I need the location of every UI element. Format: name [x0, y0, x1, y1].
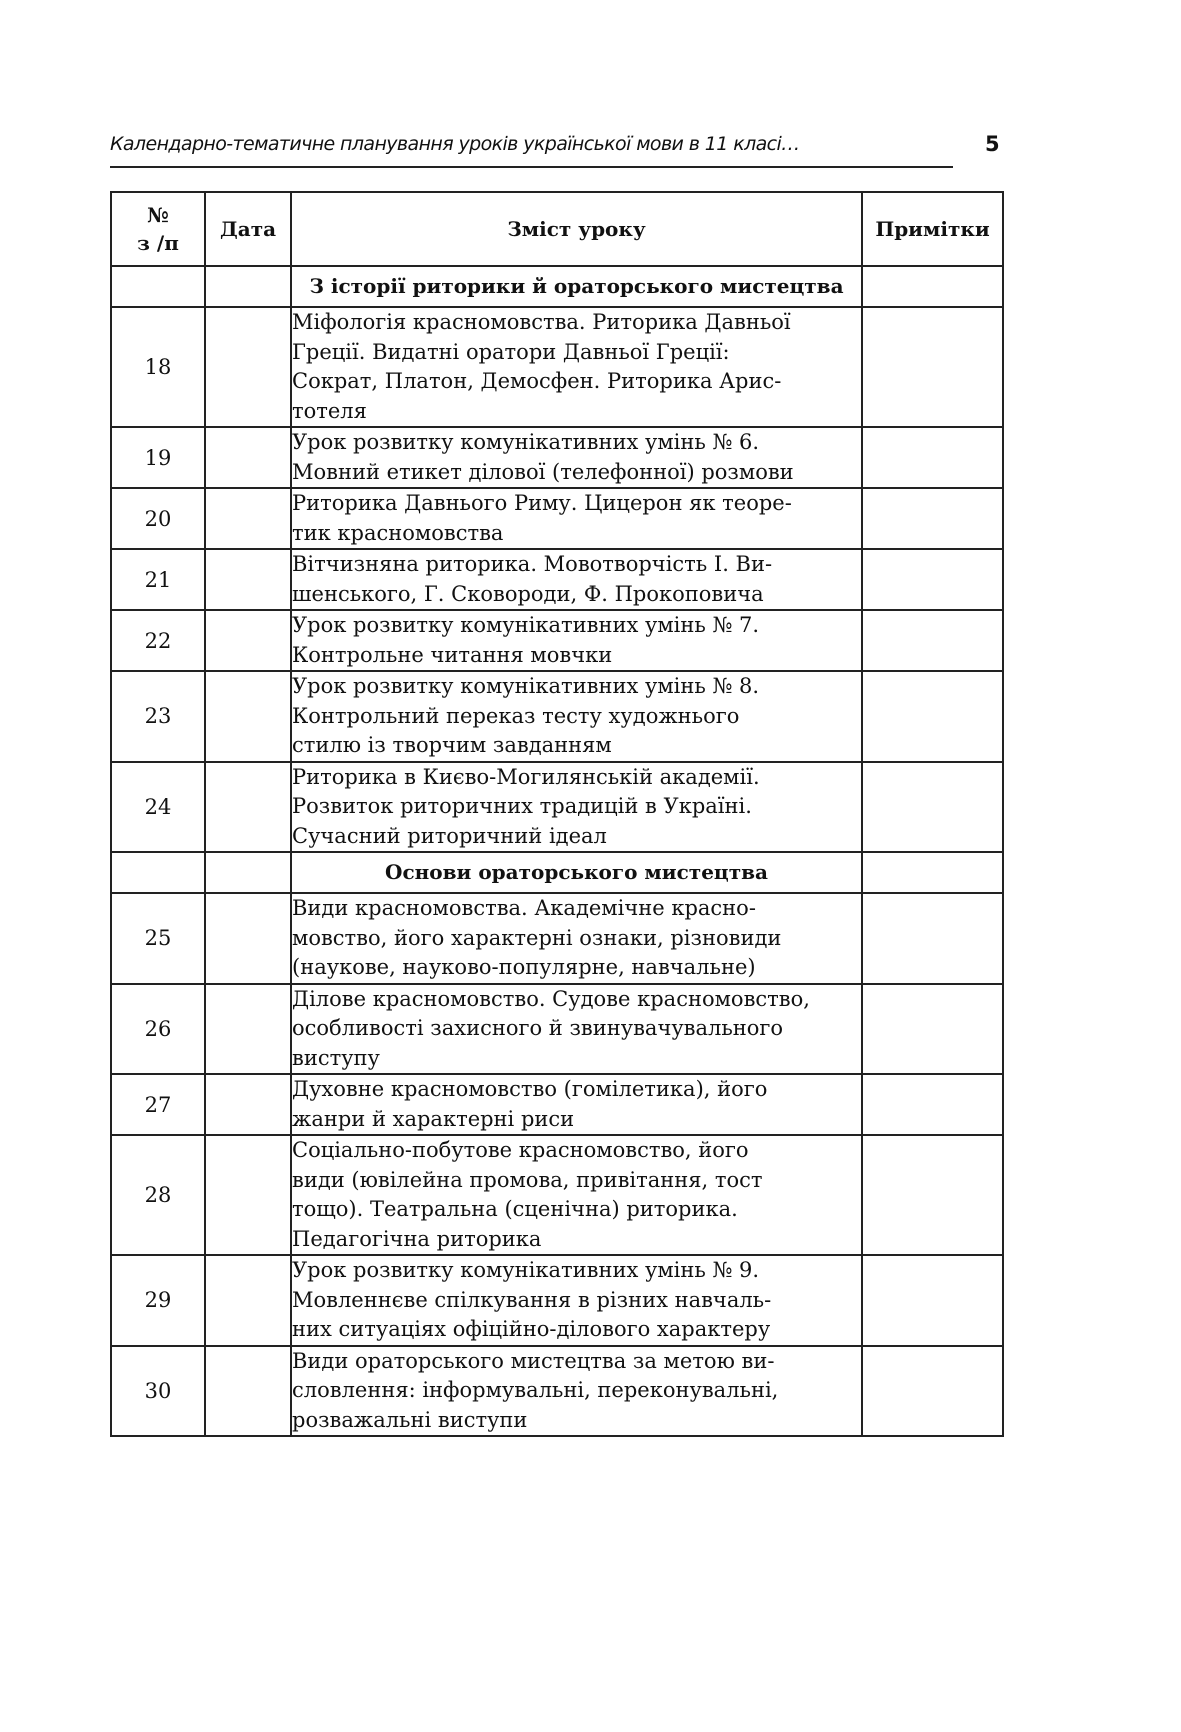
- lesson-topic-line: жанри й характерні риси: [292, 1106, 575, 1131]
- lesson-topic: [291, 1074, 862, 1135]
- table-row: [111, 671, 1003, 762]
- lesson-topic-line: Урок розвитку комунікативних умінь № 6.: [292, 430, 760, 454]
- lesson-date-cell: [205, 893, 291, 984]
- lesson-date-cell: [205, 488, 291, 549]
- lesson-topic-line: Урок розвитку комунікативних умінь № 9.: [292, 1258, 760, 1282]
- lesson-topic-line: Мовний етикет ділової (телефонної) розмови: [292, 459, 794, 484]
- lesson-topic-line: словлення: інформувальні, переконувальні,: [292, 1378, 779, 1402]
- lesson-topic-line: Розвиток риторичних традицій в Україні.: [292, 794, 752, 818]
- lesson-topic-line: Греції. Видатні оратори Давньої Греції:: [292, 339, 730, 364]
- lesson-topic-line: Мовленнєве спілкування в різних навчаль-: [292, 1287, 772, 1312]
- lesson-topic-line: Духовне красномовство (гомілетика), його: [292, 1077, 768, 1101]
- section-number-cell: [111, 852, 205, 893]
- lesson-number: 28: [111, 1135, 205, 1255]
- lesson-topic-line: види (ювілейна промова, привітання, тост: [292, 1167, 763, 1192]
- column-header-number-line1: №: [147, 203, 169, 227]
- lesson-topic-line: Сучасний риторичний ідеал: [292, 823, 607, 848]
- lesson-topic-line: розважальні виступи: [292, 1407, 528, 1432]
- lesson-notes-cell: [862, 610, 1003, 671]
- lesson-topic-line: Риторика Давнього Риму. Цицерон як теоре-: [292, 491, 792, 515]
- lesson-number: 30: [111, 1346, 205, 1437]
- lesson-topic-line: особливості захисного й звинувачувального: [292, 1016, 784, 1040]
- table-row: [111, 307, 1003, 427]
- section-number-cell: [111, 266, 205, 307]
- lesson-topic-line: Види ораторського мистецтва за метою ви-: [292, 1348, 775, 1373]
- lesson-topic-line: Ділове красномовство. Судове красномовство,: [292, 986, 810, 1011]
- lesson-topic-line: шенського, Г. Сковороди, Ф. Прокоповича: [292, 581, 764, 606]
- lesson-topic: [291, 762, 862, 853]
- lesson-topic-line: Соціально-побутове красномовство, його: [292, 1138, 749, 1162]
- table-row: [111, 1135, 1003, 1255]
- lesson-notes-cell: [862, 1346, 1003, 1437]
- lesson-number: 29: [111, 1255, 205, 1346]
- lesson-topic-line: тощо). Театральна (сценічна) риторика.: [292, 1197, 738, 1221]
- lesson-topic-line: (наукове, науково-популярне, навчальне): [292, 955, 756, 979]
- lesson-topic-line: виступу: [292, 1045, 380, 1070]
- running-title: Календарно-тематичне планування уроків української мови в 11 класі…: [110, 133, 800, 155]
- lesson-topic: [291, 427, 862, 488]
- lesson-topic: [291, 1346, 862, 1437]
- lesson-topic-line: тик красномовства: [292, 520, 504, 545]
- table-row: [111, 1346, 1003, 1437]
- lesson-number: 21: [111, 549, 205, 610]
- lesson-notes-cell: [862, 307, 1003, 427]
- lesson-date-cell: [205, 671, 291, 762]
- lesson-topic-line: Контрольне читання мовчки: [292, 642, 613, 667]
- column-header-date: Дата: [205, 192, 291, 266]
- table-row: [111, 762, 1003, 853]
- lesson-date-cell: [205, 984, 291, 1075]
- lesson-number: 20: [111, 488, 205, 549]
- lesson-notes-cell: [862, 427, 1003, 488]
- column-header-number: [111, 192, 205, 266]
- lesson-plan-table: [110, 191, 1004, 1437]
- lesson-number: 22: [111, 610, 205, 671]
- lesson-topic-line: Риторика в Києво-Могилянській академії.: [292, 764, 760, 789]
- lesson-notes-cell: [862, 762, 1003, 853]
- lesson-topic-line: Міфологія красномовства. Риторика Давньої: [292, 310, 791, 334]
- lesson-topic: [291, 549, 862, 610]
- lesson-date-cell: [205, 1074, 291, 1135]
- lesson-notes-cell: [862, 893, 1003, 984]
- lesson-topic-line: стилю із творчим завданням: [292, 733, 612, 757]
- section-title: З історії риторики й ораторського мистецтва: [291, 266, 862, 307]
- lesson-number: 26: [111, 984, 205, 1075]
- section-title: Основи ораторського мистецтва: [291, 852, 862, 893]
- lesson-notes-cell: [862, 549, 1003, 610]
- lesson-notes-cell: [862, 671, 1003, 762]
- section-row: [111, 852, 1003, 893]
- lesson-number: 24: [111, 762, 205, 853]
- running-header: [110, 130, 953, 168]
- lesson-topic-line: Види красномовства. Академічне красно-: [292, 896, 756, 920]
- lesson-topic: [291, 1255, 862, 1346]
- lesson-topic: [291, 671, 862, 762]
- table-body: [111, 266, 1003, 1436]
- lesson-topic: [291, 488, 862, 549]
- lesson-notes-cell: [862, 984, 1003, 1075]
- lesson-number: 25: [111, 893, 205, 984]
- lesson-date-cell: [205, 610, 291, 671]
- lesson-notes-cell: [862, 488, 1003, 549]
- lesson-topic: [291, 893, 862, 984]
- lesson-date-cell: [205, 762, 291, 853]
- lesson-date-cell: [205, 427, 291, 488]
- lesson-topic-line: них ситуаціях офіційно-ділового характеру: [292, 1317, 771, 1341]
- lesson-topic-line: Вітчизняна риторика. Мовотворчість І. Ви-: [292, 552, 773, 576]
- lesson-topic: [291, 610, 862, 671]
- table-header-row: [111, 192, 1003, 266]
- lesson-topic-line: мовство, його характерні ознаки, різновиди: [292, 925, 782, 950]
- table-row: [111, 610, 1003, 671]
- page-number: 5: [985, 132, 1000, 156]
- lesson-number: 19: [111, 427, 205, 488]
- lesson-number: 27: [111, 1074, 205, 1135]
- table-row: [111, 488, 1003, 549]
- lesson-topic: [291, 1135, 862, 1255]
- table-row: [111, 427, 1003, 488]
- lesson-topic-line: тотеля: [292, 398, 367, 423]
- lesson-notes-cell: [862, 1255, 1003, 1346]
- lesson-topic-line: Урок розвитку комунікативних умінь № 8.: [292, 674, 760, 698]
- lesson-notes-cell: [862, 1074, 1003, 1135]
- lesson-date-cell: [205, 1135, 291, 1255]
- lesson-date-cell: [205, 549, 291, 610]
- section-row: [111, 266, 1003, 307]
- section-date-cell: [205, 266, 291, 307]
- table-row: [111, 549, 1003, 610]
- lesson-number: 18: [111, 307, 205, 427]
- lesson-topic: [291, 984, 862, 1075]
- lesson-topic-line: Урок розвитку комунікативних умінь № 7.: [292, 613, 760, 637]
- section-date-cell: [205, 852, 291, 893]
- lesson-date-cell: [205, 1255, 291, 1346]
- table-row: [111, 1074, 1003, 1135]
- lesson-number: 23: [111, 671, 205, 762]
- lesson-date-cell: [205, 1346, 291, 1437]
- column-header-topic: Зміст уроку: [291, 192, 862, 266]
- section-notes-cell: [862, 266, 1003, 307]
- column-header-number-line2: з /п: [137, 231, 179, 255]
- section-notes-cell: [862, 852, 1003, 893]
- lesson-date-cell: [205, 307, 291, 427]
- lesson-notes-cell: [862, 1135, 1003, 1255]
- column-header-notes: Примітки: [862, 192, 1003, 266]
- table-row: [111, 984, 1003, 1075]
- table-row: [111, 1255, 1003, 1346]
- lesson-topic-line: Контрольний переказ тесту художнього: [292, 703, 740, 728]
- table-row: [111, 893, 1003, 984]
- lesson-topic-line: Педагогічна риторика: [292, 1226, 542, 1251]
- lesson-topic: [291, 307, 862, 427]
- lesson-topic-line: Сократ, Платон, Демосфен. Риторика Арис-: [292, 369, 782, 393]
